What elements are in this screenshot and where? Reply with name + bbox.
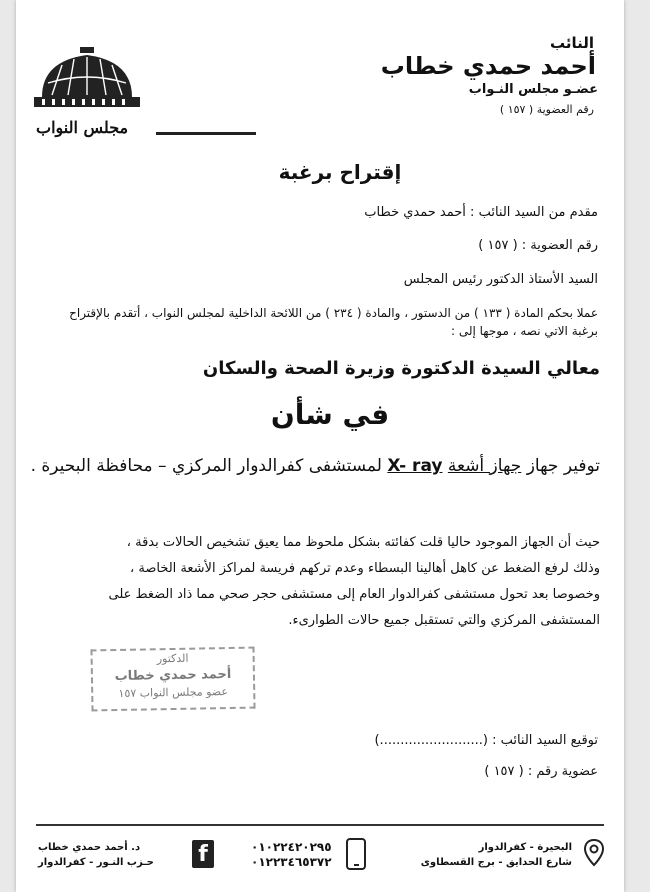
- document-title: إقتراح برغبة: [278, 160, 402, 184]
- legal-basis-line-2: برغبة الاتي نصه ، موجها إلى :: [450, 324, 598, 338]
- subject-suffix: لمستشفى كفرالدوار المركزي – محافظة البحيرة .: [30, 456, 382, 476]
- footer-phones: [251, 840, 332, 870]
- body-line-4: المستشفى المركزي والتي تستقبل جميع حالات الطوارىء.: [288, 613, 600, 628]
- stamp-line-2: أحمد حمدي خطاب: [114, 666, 232, 685]
- facebook-icon[interactable]: f: [192, 840, 214, 868]
- header-divider: [156, 132, 256, 135]
- phone-icon: [346, 838, 366, 870]
- footer-address-2: شارع الحدايق - برج القسطاوى: [420, 857, 572, 868]
- footer-fb-party: حـزب النـور - كفرالدوار: [38, 857, 154, 868]
- body-line-1: حيث أن الجهاز الموجود حاليا قلت كفائته بشكل ملحوظ مما يعيق تشخيص الحالات بدقة ،: [126, 535, 600, 550]
- subject-underlined: جهاز أشعة: [447, 456, 522, 476]
- subject-heading: في شأن: [270, 398, 390, 431]
- footer-phone-1: ٠١٠٢٢٤٢٠٢٩٥: [251, 840, 332, 854]
- member-number-label: عضوية رقم : ( ١٥٧ ): [484, 764, 598, 779]
- body-line-2: وذلك لرفع الضغط عن كاهل أهالينا البسطاء وعدم تركهم فريسة لمراكز الأشعة الخاصة ،: [130, 561, 600, 576]
- stamp-line-3: عضو مجلس النواب ١٥٧: [118, 685, 229, 700]
- parliament-dome-icon: [28, 45, 146, 115]
- submitted-by: مقدم من السيد النائب : أحمد حمدي خطاب: [364, 205, 598, 220]
- footer-facebook-block: [38, 840, 154, 870]
- footer-address-1: البحيرة - كفرالدوار: [478, 842, 572, 853]
- stamp-line-1: الدكتور: [156, 651, 189, 666]
- footer-phone-2: ٠١٢٢٣٤٦٥٣٧٢: [251, 855, 332, 869]
- location-pin-icon: [582, 838, 606, 868]
- membership-number: رقم العضوية : ( ١٥٧ ): [478, 238, 598, 253]
- document-page: [16, 0, 624, 892]
- body-text: [44, 530, 600, 634]
- subject-xray: X- ray: [387, 456, 443, 476]
- addressee: معالي السيدة الدكتورة وزيرة الصحة والسكان: [202, 358, 600, 379]
- footer-divider: [36, 824, 604, 826]
- legal-basis-line-1: عملا بحكم المادة ( ١٣٣ ) من الدستور ، والمادة ( ٢٣٤ ) من اللائحة الداخلية لمجلس النواب ، أتقدم بالإقتراح: [69, 306, 598, 320]
- header-membership: رقم العضوية ( ١٥٧ ): [499, 103, 594, 116]
- official-stamp: [90, 647, 255, 712]
- footer-address-block: [421, 840, 572, 870]
- logo-text: مجلس النواب: [36, 118, 129, 137]
- recipient-speaker: السيد الأستاذ الدكتور رئيس المجلس: [403, 272, 598, 287]
- subject-line: [31, 456, 600, 476]
- signature-label: توقيع السيد النائب : (.........................): [374, 733, 598, 748]
- header-name: أحمد حمدي خطاب: [380, 52, 596, 80]
- body-line-3: وخصوصا بعد تحول مستشفى كفرالدوار العام إلى مستشفى حجر صحي مما ذاد الضغط على: [108, 587, 600, 602]
- footer-fb-name: د. أحمد حمدي خطاب: [38, 842, 141, 853]
- header-title-small: النائب: [549, 34, 594, 52]
- subject-prefix: توفير جهاز: [526, 456, 600, 476]
- header-role: عضـو مجلس النـواب: [468, 82, 598, 97]
